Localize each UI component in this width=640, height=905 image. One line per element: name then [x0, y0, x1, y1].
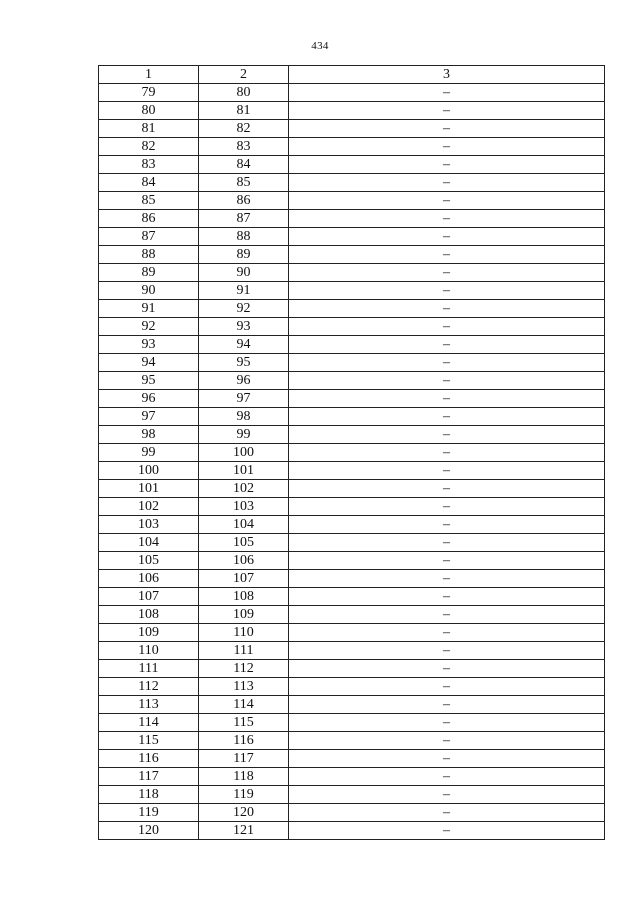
- table-cell-col1: 104: [99, 534, 199, 552]
- data-table: [98, 65, 605, 840]
- table-cell-col1: 118: [99, 786, 199, 804]
- table-row: [99, 138, 605, 156]
- table-cell-col1: 112: [99, 678, 199, 696]
- table-cell-col1: 100: [99, 462, 199, 480]
- table-cell-col1: 99: [99, 444, 199, 462]
- table-cell-col3: –: [289, 732, 605, 750]
- table-cell-col3: –: [289, 804, 605, 822]
- table-cell-col2: 90: [199, 264, 289, 282]
- table-cell-col1: 80: [99, 102, 199, 120]
- table-row: [99, 552, 605, 570]
- table-cell-col1: 91: [99, 300, 199, 318]
- column-header-2: 2: [199, 66, 289, 84]
- table-cell-col3: –: [289, 516, 605, 534]
- table-cell-col1: 86: [99, 210, 199, 228]
- table-row: [99, 120, 605, 138]
- table-cell-col3: –: [289, 768, 605, 786]
- table-row: [99, 714, 605, 732]
- table-cell-col3: –: [289, 426, 605, 444]
- table-cell-col3: –: [289, 822, 605, 840]
- table-cell-col1: 83: [99, 156, 199, 174]
- table-cell-col3: –: [289, 390, 605, 408]
- table-cell-col2: 118: [199, 768, 289, 786]
- table-cell-col3: –: [289, 786, 605, 804]
- table-cell-col1: 79: [99, 84, 199, 102]
- table-cell-col2: 82: [199, 120, 289, 138]
- table-cell-col3: –: [289, 120, 605, 138]
- table-row: [99, 570, 605, 588]
- table-cell-col1: 116: [99, 750, 199, 768]
- table-cell-col2: 87: [199, 210, 289, 228]
- table-cell-col2: 116: [199, 732, 289, 750]
- table-cell-col2: 98: [199, 408, 289, 426]
- table-cell-col3: –: [289, 228, 605, 246]
- table-body: [99, 84, 605, 840]
- table-cell-col3: –: [289, 138, 605, 156]
- table-row: [99, 642, 605, 660]
- table-row: [99, 246, 605, 264]
- table-cell-col3: –: [289, 570, 605, 588]
- table-cell-col1: 93: [99, 336, 199, 354]
- table-row: [99, 516, 605, 534]
- table-cell-col3: –: [289, 264, 605, 282]
- table-cell-col2: 117: [199, 750, 289, 768]
- table-cell-col2: 100: [199, 444, 289, 462]
- table-cell-col1: 115: [99, 732, 199, 750]
- table-cell-col2: 93: [199, 318, 289, 336]
- table-cell-col1: 96: [99, 390, 199, 408]
- table-cell-col3: –: [289, 462, 605, 480]
- table-cell-col3: –: [289, 246, 605, 264]
- table-cell-col2: 92: [199, 300, 289, 318]
- table-row: [99, 354, 605, 372]
- table-cell-col2: 97: [199, 390, 289, 408]
- table-cell-col3: –: [289, 102, 605, 120]
- table-row: [99, 462, 605, 480]
- table-cell-col2: 91: [199, 282, 289, 300]
- table-cell-col1: 84: [99, 174, 199, 192]
- table-cell-col2: 94: [199, 336, 289, 354]
- table-cell-col3: –: [289, 750, 605, 768]
- table-row: [99, 822, 605, 840]
- table-cell-col2: 120: [199, 804, 289, 822]
- table-row: [99, 300, 605, 318]
- table-cell-col2: 83: [199, 138, 289, 156]
- table-row: [99, 318, 605, 336]
- table-cell-col3: –: [289, 84, 605, 102]
- table-cell-col2: 121: [199, 822, 289, 840]
- table-row: [99, 390, 605, 408]
- table-cell-col2: 102: [199, 480, 289, 498]
- table-cell-col2: 89: [199, 246, 289, 264]
- table-row: [99, 660, 605, 678]
- table-cell-col2: 105: [199, 534, 289, 552]
- table-row: [99, 444, 605, 462]
- table-cell-col1: 85: [99, 192, 199, 210]
- table-cell-col2: 104: [199, 516, 289, 534]
- table-cell-col2: 109: [199, 606, 289, 624]
- table-cell-col3: –: [289, 660, 605, 678]
- table-cell-col2: 80: [199, 84, 289, 102]
- table-row: [99, 192, 605, 210]
- table-cell-col1: 92: [99, 318, 199, 336]
- table-cell-col2: 103: [199, 498, 289, 516]
- table-row: [99, 624, 605, 642]
- table-row: [99, 678, 605, 696]
- table-row: [99, 606, 605, 624]
- column-header-3: 3: [289, 66, 605, 84]
- table-cell-col2: 101: [199, 462, 289, 480]
- table-cell-col1: 114: [99, 714, 199, 732]
- table-cell-col2: 96: [199, 372, 289, 390]
- table-cell-col3: –: [289, 480, 605, 498]
- table-cell-col1: 103: [99, 516, 199, 534]
- table-cell-col3: –: [289, 714, 605, 732]
- table-cell-col2: 84: [199, 156, 289, 174]
- table-cell-col1: 101: [99, 480, 199, 498]
- table-row: [99, 696, 605, 714]
- table-cell-col1: 95: [99, 372, 199, 390]
- table-row: [99, 498, 605, 516]
- table-cell-col1: 119: [99, 804, 199, 822]
- table-cell-col3: –: [289, 282, 605, 300]
- column-header-1: 1: [99, 66, 199, 84]
- table-row: [99, 480, 605, 498]
- table-cell-col1: 87: [99, 228, 199, 246]
- table-row: [99, 282, 605, 300]
- table-cell-col1: 107: [99, 588, 199, 606]
- table-cell-col3: –: [289, 336, 605, 354]
- table-cell-col3: –: [289, 552, 605, 570]
- table-cell-col2: 119: [199, 786, 289, 804]
- table-cell-col1: 110: [99, 642, 199, 660]
- table-row: [99, 372, 605, 390]
- table-cell-col1: 102: [99, 498, 199, 516]
- table-row: [99, 102, 605, 120]
- table-row: [99, 534, 605, 552]
- table-cell-col1: 97: [99, 408, 199, 426]
- table-cell-col3: –: [289, 498, 605, 516]
- table-cell-col2: 106: [199, 552, 289, 570]
- table-cell-col3: –: [289, 408, 605, 426]
- table-cell-col2: 108: [199, 588, 289, 606]
- table-cell-col3: –: [289, 210, 605, 228]
- table-cell-col3: –: [289, 678, 605, 696]
- table-cell-col1: 111: [99, 660, 199, 678]
- table-row: [99, 732, 605, 750]
- table-cell-col1: 117: [99, 768, 199, 786]
- table-cell-col3: –: [289, 696, 605, 714]
- table-cell-col3: –: [289, 624, 605, 642]
- table-cell-col2: 95: [199, 354, 289, 372]
- table-row: [99, 156, 605, 174]
- table-cell-col3: –: [289, 354, 605, 372]
- table-row: [99, 750, 605, 768]
- table-cell-col1: 98: [99, 426, 199, 444]
- table-header: [99, 66, 605, 84]
- table-row: [99, 174, 605, 192]
- table-cell-col2: 107: [199, 570, 289, 588]
- table-cell-col1: 109: [99, 624, 199, 642]
- table-row: [99, 210, 605, 228]
- table-cell-col3: –: [289, 372, 605, 390]
- table-row: [99, 588, 605, 606]
- table-cell-col3: –: [289, 192, 605, 210]
- table-cell-col1: 113: [99, 696, 199, 714]
- table-cell-col1: 120: [99, 822, 199, 840]
- table-cell-col1: 105: [99, 552, 199, 570]
- table-cell-col3: –: [289, 174, 605, 192]
- table-row: [99, 426, 605, 444]
- table-cell-col1: 82: [99, 138, 199, 156]
- table-cell-col2: 112: [199, 660, 289, 678]
- table-row: [99, 408, 605, 426]
- table-row: [99, 228, 605, 246]
- table-cell-col1: 108: [99, 606, 199, 624]
- table-cell-col3: –: [289, 588, 605, 606]
- table-cell-col3: –: [289, 642, 605, 660]
- table-cell-col2: 88: [199, 228, 289, 246]
- table-cell-col1: 94: [99, 354, 199, 372]
- header-row: [99, 66, 605, 84]
- table-cell-col3: –: [289, 156, 605, 174]
- table-cell-col2: 111: [199, 642, 289, 660]
- table-cell-col2: 99: [199, 426, 289, 444]
- table-cell-col1: 89: [99, 264, 199, 282]
- table-cell-col2: 110: [199, 624, 289, 642]
- table-row: [99, 804, 605, 822]
- table-cell-col2: 86: [199, 192, 289, 210]
- table-cell-col2: 115: [199, 714, 289, 732]
- table-cell-col1: 88: [99, 246, 199, 264]
- table-row: [99, 768, 605, 786]
- table-cell-col1: 90: [99, 282, 199, 300]
- table-cell-col2: 113: [199, 678, 289, 696]
- table-cell-col3: –: [289, 318, 605, 336]
- table-cell-col3: –: [289, 444, 605, 462]
- table-cell-col3: –: [289, 534, 605, 552]
- table-row: [99, 264, 605, 282]
- table-cell-col1: 106: [99, 570, 199, 588]
- table-row: [99, 336, 605, 354]
- table-cell-col2: 81: [199, 102, 289, 120]
- table-cell-col3: –: [289, 300, 605, 318]
- table-row: [99, 786, 605, 804]
- table-cell-col3: –: [289, 606, 605, 624]
- page-number: 434: [311, 40, 329, 52]
- table-row: [99, 84, 605, 102]
- table-cell-col2: 114: [199, 696, 289, 714]
- table-cell-col1: 81: [99, 120, 199, 138]
- table-cell-col2: 85: [199, 174, 289, 192]
